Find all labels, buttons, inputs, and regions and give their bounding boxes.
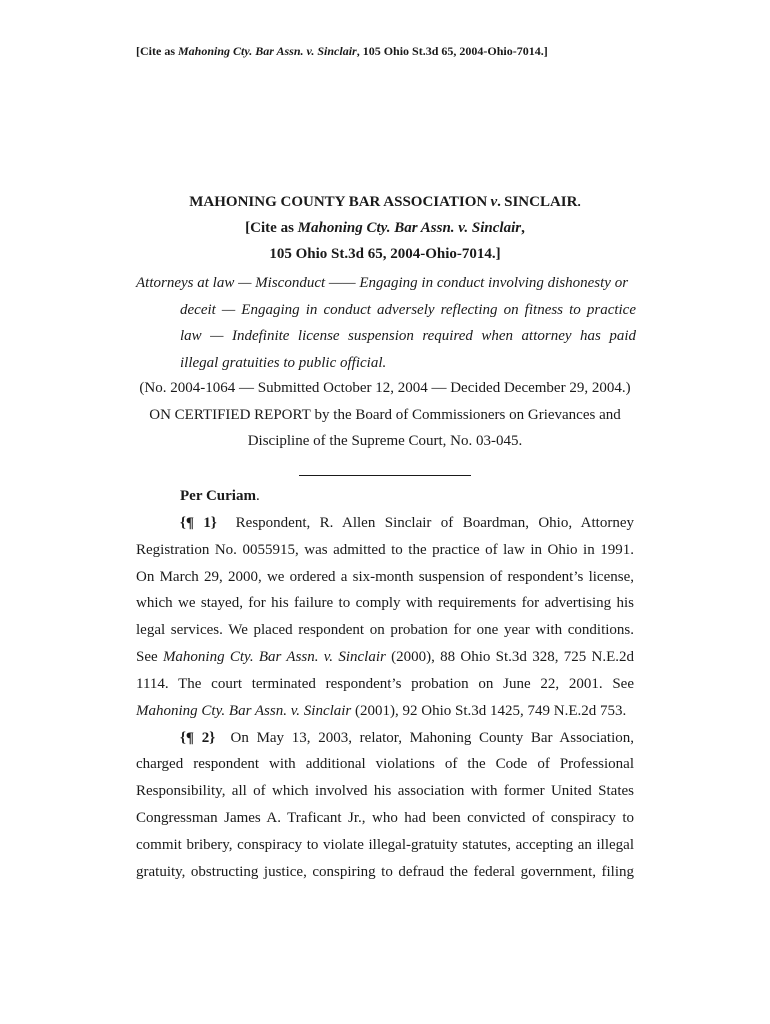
paragraph-2-line: Congressman James A. Traficant Jr., who had been convicted of conspiracy to [136, 810, 634, 827]
paragraph-1-line: Mahoning Cty. Bar Assn. v. Sinclair (2001), 92 Ohio St.3d 1425, 749 N.E.2d 753. [136, 702, 627, 719]
per-curiam-heading: Per Curiam. [180, 488, 260, 504]
party-one: MAHONING COUNTY BAR ASSOCIATION [189, 194, 488, 210]
divider-rule [299, 475, 471, 476]
docket-line: (No. 2004-1064 — Submitted October 12, 2004 — Decided December 29, 2004.) [139, 380, 631, 396]
paragraph-2-line: {¶ 2} On May 13, 2003, relator, Mahoning County Bar Association, [180, 729, 635, 746]
paragraph-2-line: commit bribery, conspiracy to violate illegal-gratuity statutes, accepting an illegal [136, 836, 634, 853]
report-line-1: ON CERTIFIED REPORT by the Board of Commissioners on Grievances and [149, 407, 621, 423]
versus: v [490, 194, 498, 210]
paragraph-1-line: legal services. We placed respondent on probation for one year with conditions. [136, 622, 634, 639]
case-title: MAHONING COUNTY BAR ASSOCIATION v. SINCLAIR. [189, 194, 581, 210]
paragraph-1-line: 1114. The court terminated respondent’s probation on June 22, 2001. See [136, 675, 634, 692]
paragraph-1-line: See Mahoning Cty. Bar Assn. v. Sinclair (2000), 88 Ohio St.3d 328, 725 N.E.2d [136, 649, 634, 666]
paragraph-2-line: charged respondent with additional violations of the Code of Professional [136, 756, 634, 773]
syllabus-line: illegal gratuities to public official. [180, 354, 387, 371]
paragraph-1-line: On March 29, 2000, we ordered a six-month suspension of respondent’s license, [136, 568, 634, 585]
syllabus-line: law — Indefinite license suspension required when attorney has paid [180, 328, 636, 344]
citation-line-2: 105 Ohio St.3d 65, 2004-Ohio-7014.] [269, 246, 501, 262]
paragraph-number: {¶ 1} [180, 514, 217, 531]
report-line-2: Discipline of the Supreme Court, No. 03-045. [247, 433, 523, 449]
paragraph-2-line: gratuity, obstructing justice, conspiring to defraud the federal government, filing [136, 863, 634, 880]
running-header-citation: [Cite as Mahoning Cty. Bar Assn. v. Sinclair, 105 Ohio St.3d 65, 2004-Ohio-7014.] [136, 44, 548, 58]
paragraph-1-line: Registration No. 0055915, was admitted to the practice of law in Ohio in 1991. [136, 541, 634, 558]
paragraph-1-line: {¶ 1} Respondent, R. Allen Sinclair of Boardman, Ohio, Attorney [180, 514, 635, 531]
paragraph-1-line: which we stayed, for his failure to comply with requirements for advertising his [136, 595, 634, 612]
paragraph-number: {¶ 2} [180, 729, 216, 746]
syllabus-line: Attorneys at law — Misconduct —— Engaging in conduct involving dishonesty or [136, 275, 629, 291]
syllabus-line: deceit — Engaging in conduct adversely reflecting on fitness to practice [180, 301, 636, 318]
opinion-body [136, 483, 634, 886]
citation-line-1: [Cite as Mahoning Cty. Bar Assn. v. Sinclair, [245, 220, 525, 236]
header-case-name: Mahoning Cty. Bar Assn. v. Sinclair [178, 44, 357, 58]
syllabus [136, 270, 636, 376]
paragraph-2-line: Responsibility, all of which involved his association with former United States [136, 783, 634, 800]
party-two: SINCLAIR [504, 194, 578, 210]
